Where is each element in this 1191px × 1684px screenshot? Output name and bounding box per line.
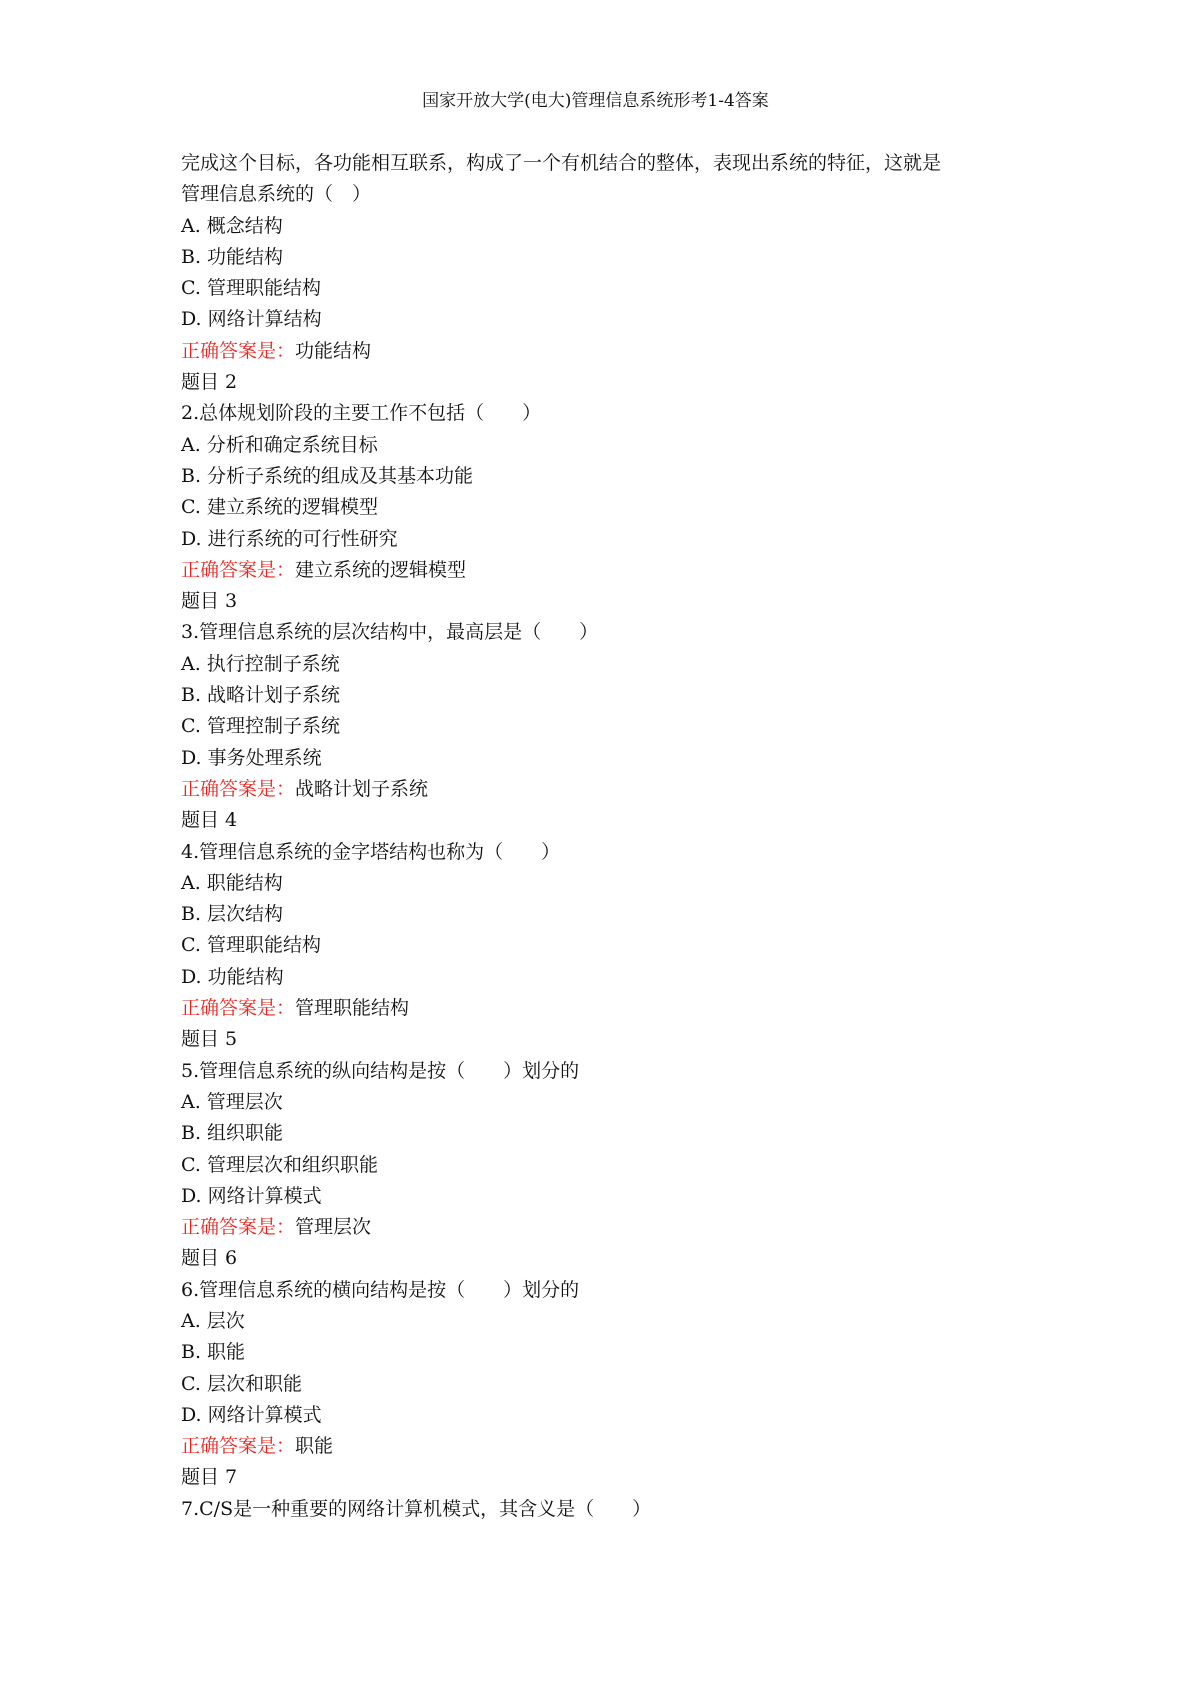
option-a: A. 管理层次 [181, 1090, 283, 1113]
answer-value: 建立系统的逻辑模型 [295, 558, 467, 581]
answer-line [181, 555, 1031, 586]
question-text: 完成这个目标，各功能相互联系，构成了一个有机结合的整体，表现出系统的特征，这就是 [181, 152, 942, 174]
option-d: D. 事务处理系统 [181, 746, 322, 769]
page-header [0, 90, 1191, 112]
option-b: B. 职能 [181, 1341, 246, 1364]
option-b: B. 组织职能 [181, 1122, 284, 1145]
option-c: C. 管理层次和组织职能 [181, 1153, 378, 1176]
option-d: D. 网络计算结构 [181, 308, 322, 331]
option-a: A. 执行控制子系统 [181, 652, 340, 675]
option-c: C. 管理职能结构 [181, 934, 321, 957]
option-b: B. 分析子系统的组成及其基本功能 [181, 464, 474, 487]
document-body [181, 148, 1031, 1525]
option-a: A. 层次 [181, 1309, 245, 1332]
answer-value: 管理层次 [295, 1216, 372, 1239]
option-a: A. 概念结构 [181, 214, 283, 237]
question-text: 4.管理信息系统的金字塔结构也称为（ ） [181, 840, 561, 863]
option-d: D. 功能结构 [181, 965, 284, 988]
answer-label: 正确答案是： [181, 777, 296, 800]
answer-label: 正确答案是： [181, 339, 296, 362]
option-b: B. 层次结构 [181, 903, 284, 926]
option-d: D. 网络计算模式 [181, 1184, 322, 1207]
answer-line [181, 336, 1031, 367]
answer-value: 战略计划子系统 [295, 777, 429, 800]
question-text: 6.管理信息系统的横向结构是按（ ）划分的 [181, 1278, 580, 1301]
answer-value: 管理职能结构 [295, 997, 410, 1020]
answer-label: 正确答案是： [181, 1435, 296, 1458]
answer-line [181, 774, 1031, 805]
option-c: C. 管理控制子系统 [181, 715, 340, 738]
question-heading: 题目 4 [181, 809, 238, 832]
option-b: B. 战略计划子系统 [181, 684, 341, 707]
answer-value: 功能结构 [295, 339, 372, 362]
option-d: D. 网络计算模式 [181, 1403, 322, 1426]
document-title: 国家开放大学(电大)管理信息系统形考1-4答案 [422, 91, 769, 111]
option-a: A. 分析和确定系统目标 [181, 433, 378, 456]
option-c: C. 层次和职能 [181, 1372, 302, 1395]
question-heading: 题目 2 [181, 371, 238, 394]
option-b: B. 功能结构 [181, 245, 284, 268]
answer-value: 职能 [295, 1435, 334, 1458]
answer-line [181, 993, 1031, 1024]
option-c: C. 建立系统的逻辑模型 [181, 496, 378, 519]
answer-label: 正确答案是： [181, 1216, 296, 1239]
answer-label: 正确答案是： [181, 558, 296, 581]
question-heading: 题目 6 [181, 1247, 238, 1270]
question-text: 管理信息系统的（ ） [181, 183, 372, 206]
option-d: D. 进行系统的可行性研究 [181, 527, 398, 550]
question-heading: 题目 7 [181, 1466, 238, 1489]
question-text: 3.管理信息系统的层次结构中，最高层是（ ） [181, 621, 599, 644]
option-a: A. 职能结构 [181, 871, 283, 894]
question-heading: 题目 5 [181, 1028, 238, 1051]
question-heading: 题目 3 [181, 590, 238, 613]
question-text: 5.管理信息系统的纵向结构是按（ ）划分的 [181, 1059, 580, 1082]
answer-line [181, 1212, 1031, 1243]
option-c: C. 管理职能结构 [181, 277, 321, 300]
answer-line [181, 1431, 1031, 1462]
question-text: 7.C/S是一种重要的网络计算机模式，其含义是（ ） [181, 1497, 652, 1520]
answer-label: 正确答案是： [181, 997, 296, 1020]
question-text: 2.总体规划阶段的主要工作不包括（ ） [181, 402, 542, 425]
